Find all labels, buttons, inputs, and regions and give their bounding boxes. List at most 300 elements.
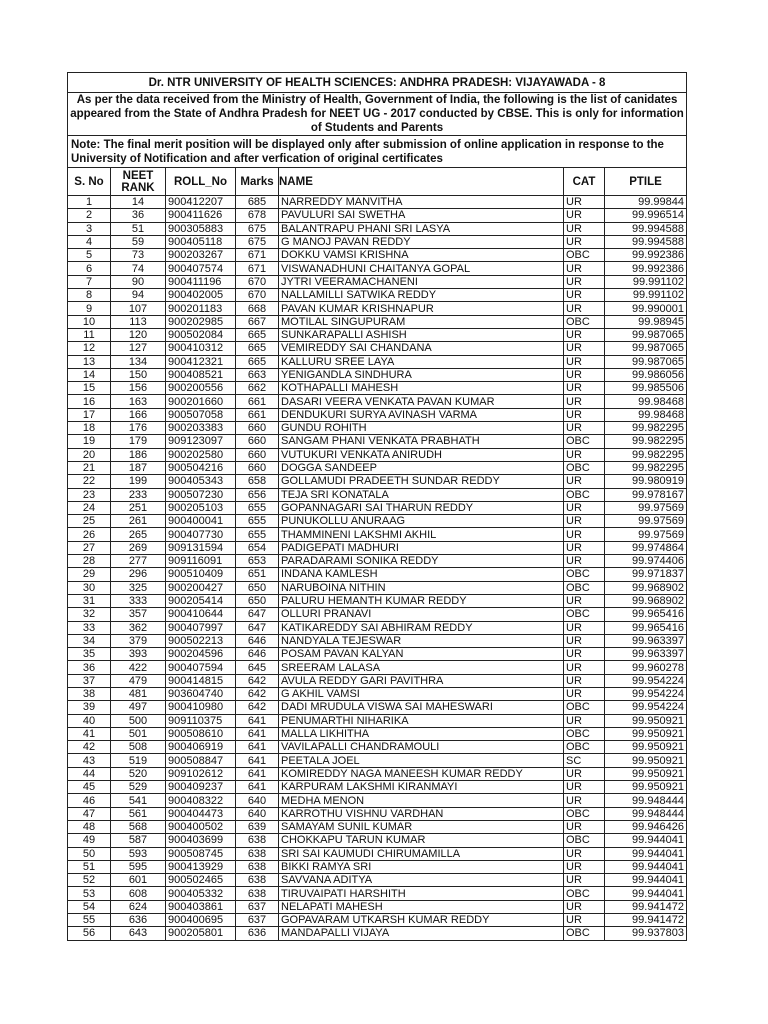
category-cell: OBC — [564, 887, 605, 900]
name-cell: SRI SAI KAUMUDI CHIRUMAMILLA — [279, 847, 564, 860]
category-cell: OBC — [564, 249, 605, 262]
sno-cell: 38 — [68, 687, 111, 700]
table-row — [68, 342, 687, 355]
marks-cell: 651 — [236, 568, 279, 581]
rank-cell: 199 — [111, 475, 166, 488]
percentile-cell: 99.992386 — [605, 262, 687, 275]
percentile-cell: 99.954224 — [605, 674, 687, 687]
sno-cell: 26 — [68, 528, 111, 541]
table-row — [68, 315, 687, 328]
name-cell: NELAPATI MAHESH — [279, 900, 564, 913]
rank-cell: 113 — [111, 315, 166, 328]
rank-cell: 14 — [111, 196, 166, 209]
rank-cell: 156 — [111, 382, 166, 395]
marks-cell: 671 — [236, 262, 279, 275]
name-cell: YENIGANDLA SINDHURA — [279, 368, 564, 381]
table-row — [68, 461, 687, 474]
category-cell: UR — [564, 275, 605, 288]
column-header-rank: NEET RANK — [111, 168, 166, 196]
rank-cell: 296 — [111, 568, 166, 581]
roll-no-cell: 900305883 — [166, 222, 236, 235]
category-cell: UR — [564, 355, 605, 368]
name-cell: VUTUKURI VENKATA ANIRUDH — [279, 448, 564, 461]
table-row — [68, 382, 687, 395]
rank-cell: 59 — [111, 235, 166, 248]
roll-no-cell: 900411626 — [166, 209, 236, 222]
category-cell: UR — [564, 501, 605, 514]
roll-no-cell: 909116091 — [166, 555, 236, 568]
sno-cell: 56 — [68, 927, 111, 940]
marks-cell: 637 — [236, 914, 279, 927]
category-cell: SC — [564, 754, 605, 767]
roll-no-cell: 900407574 — [166, 262, 236, 275]
roll-no-cell: 900200556 — [166, 382, 236, 395]
percentile-cell: 99.937803 — [605, 927, 687, 940]
roll-no-cell: 900404473 — [166, 807, 236, 820]
name-cell: DASARI VEERA VENKATA PAVAN KUMAR — [279, 395, 564, 408]
category-cell: UR — [564, 820, 605, 833]
rank-cell: 150 — [111, 368, 166, 381]
rank-cell: 501 — [111, 727, 166, 740]
category-cell: OBC — [564, 807, 605, 820]
marks-cell: 671 — [236, 249, 279, 262]
rank-cell: 529 — [111, 781, 166, 794]
rank-cell: 362 — [111, 621, 166, 634]
percentile-cell: 99.971837 — [605, 568, 687, 581]
percentile-cell: 99.948444 — [605, 794, 687, 807]
rank-cell: 593 — [111, 847, 166, 860]
table-row — [68, 302, 687, 315]
table-row — [68, 608, 687, 621]
marks-cell: 647 — [236, 608, 279, 621]
roll-no-cell: 900508745 — [166, 847, 236, 860]
category-cell: OBC — [564, 488, 605, 501]
category-cell: UR — [564, 914, 605, 927]
percentile-cell: 99.944041 — [605, 874, 687, 887]
roll-no-cell: 900201183 — [166, 302, 236, 315]
marks-cell: 675 — [236, 222, 279, 235]
percentile-cell: 99.991102 — [605, 275, 687, 288]
percentile-cell: 99.99844 — [605, 196, 687, 209]
rank-cell: 519 — [111, 754, 166, 767]
marks-cell: 638 — [236, 860, 279, 873]
category-cell: UR — [564, 541, 605, 554]
rank-cell: 120 — [111, 328, 166, 341]
table-row — [68, 196, 687, 209]
marks-cell: 655 — [236, 515, 279, 528]
table-row — [68, 648, 687, 661]
category-cell: UR — [564, 767, 605, 780]
table-row — [68, 860, 687, 873]
category-cell: UR — [564, 900, 605, 913]
roll-no-cell: 900407594 — [166, 661, 236, 674]
percentile-cell: 99.987065 — [605, 355, 687, 368]
roll-no-cell: 900202580 — [166, 448, 236, 461]
roll-no-cell: 903604740 — [166, 687, 236, 700]
percentile-cell: 99.941472 — [605, 914, 687, 927]
marks-cell: 655 — [236, 528, 279, 541]
roll-no-cell: 909131594 — [166, 541, 236, 554]
rank-cell: 36 — [111, 209, 166, 222]
category-cell: OBC — [564, 608, 605, 621]
sno-cell: 29 — [68, 568, 111, 581]
marks-cell: 678 — [236, 209, 279, 222]
name-cell: MANDAPALLI VIJAYA — [279, 927, 564, 940]
table-row — [68, 408, 687, 421]
rank-cell: 277 — [111, 555, 166, 568]
table-row — [68, 820, 687, 833]
sno-cell: 23 — [68, 488, 111, 501]
name-cell: KARPURAM LAKSHMI KIRANMAYI — [279, 781, 564, 794]
rank-cell: 479 — [111, 674, 166, 687]
table-row — [68, 767, 687, 780]
table-body — [68, 196, 687, 941]
rank-cell: 624 — [111, 900, 166, 913]
sno-cell: 52 — [68, 874, 111, 887]
category-cell: OBC — [564, 435, 605, 448]
sno-cell: 16 — [68, 395, 111, 408]
rank-cell: 587 — [111, 834, 166, 847]
roll-no-cell: 900406919 — [166, 741, 236, 754]
name-cell: JYTRI VEERAMACHANENI — [279, 275, 564, 288]
category-cell: UR — [564, 687, 605, 700]
rank-cell: 179 — [111, 435, 166, 448]
percentile-cell: 99.974406 — [605, 555, 687, 568]
sno-cell: 7 — [68, 275, 111, 288]
table-row — [68, 328, 687, 341]
percentile-cell: 99.986056 — [605, 368, 687, 381]
name-cell: NALLAMILLI SATWIKA REDDY — [279, 289, 564, 302]
name-cell: POSAM PAVAN KALYAN — [279, 648, 564, 661]
sno-cell: 48 — [68, 820, 111, 833]
marks-cell: 660 — [236, 435, 279, 448]
sno-cell: 47 — [68, 807, 111, 820]
rank-cell: 265 — [111, 528, 166, 541]
rank-cell: 233 — [111, 488, 166, 501]
roll-no-cell: 900405343 — [166, 475, 236, 488]
name-cell: VAVILAPALLI CHANDRAMOULI — [279, 741, 564, 754]
rank-cell: 134 — [111, 355, 166, 368]
table-row — [68, 355, 687, 368]
name-cell: PEETALA JOEL — [279, 754, 564, 767]
category-cell: UR — [564, 289, 605, 302]
sno-cell: 6 — [68, 262, 111, 275]
sno-cell: 5 — [68, 249, 111, 262]
name-cell: PENUMARTHI NIHARIKA — [279, 714, 564, 727]
table-row — [68, 634, 687, 647]
marks-cell: 638 — [236, 834, 279, 847]
percentile-cell: 99.963397 — [605, 648, 687, 661]
roll-no-cell: 900508847 — [166, 754, 236, 767]
sno-cell: 21 — [68, 461, 111, 474]
sno-cell: 50 — [68, 847, 111, 860]
column-header-roll: ROLL_No — [166, 168, 236, 196]
marks-cell: 641 — [236, 754, 279, 767]
category-cell: UR — [564, 794, 605, 807]
table-row — [68, 807, 687, 820]
document-title: Dr. NTR UNIVERSITY OF HEALTH SCIENCES: ANDHRA PRADESH: VIJAYAWADA - 8 — [68, 73, 687, 93]
category-cell: UR — [564, 222, 605, 235]
sno-cell: 33 — [68, 621, 111, 634]
category-cell: UR — [564, 674, 605, 687]
percentile-cell: 99.980919 — [605, 475, 687, 488]
name-cell: KOMIREDDY NAGA MANEESH KUMAR REDDY — [279, 767, 564, 780]
name-cell: BALANTRAPU PHANI SRI LASYA — [279, 222, 564, 235]
category-cell: UR — [564, 781, 605, 794]
category-cell: UR — [564, 515, 605, 528]
marks-cell: 646 — [236, 648, 279, 661]
table-row — [68, 501, 687, 514]
category-cell: UR — [564, 395, 605, 408]
roll-no-cell: 900410312 — [166, 342, 236, 355]
percentile-cell: 99.985506 — [605, 382, 687, 395]
sno-cell: 9 — [68, 302, 111, 315]
marks-cell: 641 — [236, 714, 279, 727]
roll-no-cell: 900502084 — [166, 328, 236, 341]
rank-cell: 74 — [111, 262, 166, 275]
sno-cell: 4 — [68, 235, 111, 248]
percentile-cell: 99.948444 — [605, 807, 687, 820]
table-row — [68, 701, 687, 714]
sno-cell: 19 — [68, 435, 111, 448]
percentile-cell: 99.950921 — [605, 727, 687, 740]
marks-cell: 685 — [236, 196, 279, 209]
percentile-cell: 99.982295 — [605, 461, 687, 474]
rank-cell: 601 — [111, 874, 166, 887]
rank-cell: 643 — [111, 927, 166, 940]
percentile-cell: 99.97569 — [605, 528, 687, 541]
marks-cell: 642 — [236, 687, 279, 700]
roll-no-cell: 900504216 — [166, 461, 236, 474]
rank-cell: 561 — [111, 807, 166, 820]
roll-no-cell: 900405118 — [166, 235, 236, 248]
sno-cell: 27 — [68, 541, 111, 554]
table-row — [68, 209, 687, 222]
rank-cell: 379 — [111, 634, 166, 647]
marks-cell: 658 — [236, 475, 279, 488]
marks-cell: 655 — [236, 501, 279, 514]
category-cell: UR — [564, 661, 605, 674]
table-row — [68, 594, 687, 607]
category-cell: UR — [564, 714, 605, 727]
name-cell: NANDYALA TEJESWAR — [279, 634, 564, 647]
table-row — [68, 475, 687, 488]
percentile-cell: 99.968902 — [605, 594, 687, 607]
category-cell: UR — [564, 209, 605, 222]
category-cell: OBC — [564, 461, 605, 474]
percentile-cell: 99.98945 — [605, 315, 687, 328]
table-row — [68, 395, 687, 408]
roll-no-cell: 900510409 — [166, 568, 236, 581]
roll-no-cell: 900203383 — [166, 422, 236, 435]
roll-no-cell: 900400502 — [166, 820, 236, 833]
percentile-cell: 99.991102 — [605, 289, 687, 302]
roll-no-cell: 900200427 — [166, 581, 236, 594]
table-row — [68, 874, 687, 887]
name-cell: KATIKAREDDY SAI ABHIRAM REDDY — [279, 621, 564, 634]
percentile-cell: 99.965416 — [605, 621, 687, 634]
name-cell: KARROTHU VISHNU VARDHAN — [279, 807, 564, 820]
rank-cell: 176 — [111, 422, 166, 435]
percentile-cell: 99.98468 — [605, 395, 687, 408]
sno-cell: 14 — [68, 368, 111, 381]
marks-cell: 650 — [236, 594, 279, 607]
roll-no-cell: 900405332 — [166, 887, 236, 900]
category-cell: OBC — [564, 701, 605, 714]
category-cell: UR — [564, 648, 605, 661]
percentile-cell: 99.978167 — [605, 488, 687, 501]
roll-no-cell: 900407730 — [166, 528, 236, 541]
sno-cell: 24 — [68, 501, 111, 514]
rank-cell: 357 — [111, 608, 166, 621]
sno-cell: 10 — [68, 315, 111, 328]
rank-cell: 94 — [111, 289, 166, 302]
category-cell: UR — [564, 621, 605, 634]
marks-cell: 650 — [236, 581, 279, 594]
table-row — [68, 222, 687, 235]
category-cell: UR — [564, 528, 605, 541]
rank-cell: 595 — [111, 860, 166, 873]
category-cell: UR — [564, 475, 605, 488]
rank-cell: 508 — [111, 741, 166, 754]
marks-cell: 638 — [236, 847, 279, 860]
category-cell: UR — [564, 342, 605, 355]
rank-cell: 186 — [111, 448, 166, 461]
marks-cell: 667 — [236, 315, 279, 328]
marks-cell: 660 — [236, 422, 279, 435]
category-cell: UR — [564, 302, 605, 315]
roll-no-cell: 900409237 — [166, 781, 236, 794]
rank-cell: 269 — [111, 541, 166, 554]
roll-no-cell: 900400041 — [166, 515, 236, 528]
sno-cell: 3 — [68, 222, 111, 235]
marks-cell: 654 — [236, 541, 279, 554]
marks-cell: 642 — [236, 701, 279, 714]
rank-cell: 497 — [111, 701, 166, 714]
roll-no-cell: 900403699 — [166, 834, 236, 847]
merit-list-table — [67, 72, 687, 941]
sno-cell: 46 — [68, 794, 111, 807]
category-cell: UR — [564, 422, 605, 435]
rank-cell: 608 — [111, 887, 166, 900]
marks-cell: 639 — [236, 820, 279, 833]
rank-cell: 187 — [111, 461, 166, 474]
name-cell: GOPANNAGARI SAI THARUN REDDY — [279, 501, 564, 514]
table-row — [68, 794, 687, 807]
roll-no-cell: 900412321 — [166, 355, 236, 368]
sno-cell: 32 — [68, 608, 111, 621]
name-cell: NARUBOINA NITHIN — [279, 581, 564, 594]
percentile-cell: 99.960278 — [605, 661, 687, 674]
percentile-cell: 99.944041 — [605, 887, 687, 900]
marks-cell: 653 — [236, 555, 279, 568]
name-cell: SAVVANA ADITYA — [279, 874, 564, 887]
sno-cell: 54 — [68, 900, 111, 913]
sno-cell: 51 — [68, 860, 111, 873]
name-cell: PARADARAMI SONIKA REDDY — [279, 555, 564, 568]
sno-cell: 17 — [68, 408, 111, 421]
table-row — [68, 927, 687, 940]
roll-no-cell: 900507058 — [166, 408, 236, 421]
roll-no-cell: 909110375 — [166, 714, 236, 727]
table-row — [68, 727, 687, 740]
roll-no-cell: 900403861 — [166, 900, 236, 913]
table-row — [68, 555, 687, 568]
table-row — [68, 488, 687, 501]
percentile-cell: 99.941472 — [605, 900, 687, 913]
name-cell: TIRUVAIPATI HARSHITH — [279, 887, 564, 900]
category-cell: OBC — [564, 927, 605, 940]
rank-cell: 166 — [111, 408, 166, 421]
percentile-cell: 99.944041 — [605, 834, 687, 847]
roll-no-cell: 900400695 — [166, 914, 236, 927]
name-cell: GOPAVARAM UTKARSH KUMAR REDDY — [279, 914, 564, 927]
table-row — [68, 687, 687, 700]
category-cell: UR — [564, 368, 605, 381]
marks-cell: 665 — [236, 328, 279, 341]
marks-cell: 638 — [236, 874, 279, 887]
name-cell: DOKKU VAMSI KRISHNA — [279, 249, 564, 262]
name-cell: NARREDDY MANVITHA — [279, 196, 564, 209]
table-row — [68, 887, 687, 900]
sno-cell: 53 — [68, 887, 111, 900]
table-row — [68, 714, 687, 727]
percentile-cell: 99.944041 — [605, 847, 687, 860]
sno-cell: 35 — [68, 648, 111, 661]
name-cell: KOTHAPALLI MAHESH — [279, 382, 564, 395]
rank-cell: 422 — [111, 661, 166, 674]
sno-cell: 20 — [68, 448, 111, 461]
roll-no-cell: 900410644 — [166, 608, 236, 621]
roll-no-cell: 909123097 — [166, 435, 236, 448]
table-row — [68, 289, 687, 302]
roll-no-cell: 900202985 — [166, 315, 236, 328]
marks-cell: 675 — [236, 235, 279, 248]
name-cell: MEDHA MENON — [279, 794, 564, 807]
name-cell: VISWANADHUNI CHAITANYA GOPAL — [279, 262, 564, 275]
sno-cell: 13 — [68, 355, 111, 368]
table-row — [68, 900, 687, 913]
category-cell: UR — [564, 262, 605, 275]
name-cell: VEMIREDDY SAI CHANDANA — [279, 342, 564, 355]
roll-no-cell: 900205103 — [166, 501, 236, 514]
table-row — [68, 568, 687, 581]
name-cell: PAVULURI SAI SWETHA — [279, 209, 564, 222]
sno-cell: 36 — [68, 661, 111, 674]
table-row — [68, 621, 687, 634]
table-row — [68, 847, 687, 860]
marks-cell: 670 — [236, 289, 279, 302]
roll-no-cell: 900407997 — [166, 621, 236, 634]
name-cell: OLLURI PRANAVI — [279, 608, 564, 621]
roll-no-cell: 900411196 — [166, 275, 236, 288]
roll-no-cell: 900201660 — [166, 395, 236, 408]
name-cell: DOGGA SANDEEP — [279, 461, 564, 474]
marks-cell: 642 — [236, 674, 279, 687]
category-cell: UR — [564, 634, 605, 647]
name-cell: G MANOJ PAVAN REDDY — [279, 235, 564, 248]
rank-cell: 51 — [111, 222, 166, 235]
sno-cell: 37 — [68, 674, 111, 687]
sno-cell: 45 — [68, 781, 111, 794]
marks-cell: 662 — [236, 382, 279, 395]
rank-cell: 261 — [111, 515, 166, 528]
column-header-ptile: PTILE — [605, 168, 687, 196]
marks-cell: 660 — [236, 461, 279, 474]
category-cell: OBC — [564, 568, 605, 581]
marks-cell: 640 — [236, 794, 279, 807]
column-header-cat: CAT — [564, 168, 605, 196]
